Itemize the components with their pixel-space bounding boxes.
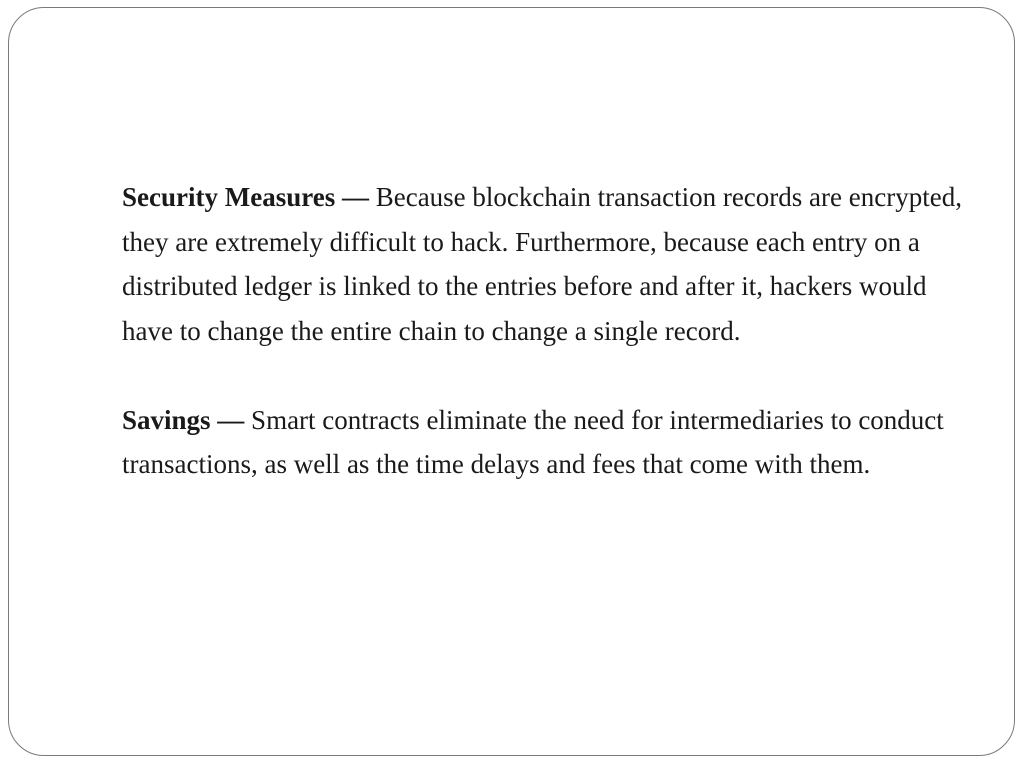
savings-paragraph xyxy=(122,398,962,487)
security-measures-text: Because blockchain transaction records are encrypted, they are extremely difficult to hack. Furthermore, because each entry on a distributed ledger is linked to the entries before and after it, hackers would have to change the entire chain to change a single record. xyxy=(122,182,962,346)
slide-content xyxy=(122,175,962,531)
savings-heading: Savings — xyxy=(122,404,245,435)
security-measures-heading: Security Measures — xyxy=(122,182,369,212)
slide-frame xyxy=(8,7,1015,756)
savings-text: Smart contracts eliminate the need for intermediaries to conduct transactions, as well as the time delays and fees that come with them. xyxy=(122,404,944,479)
security-measures-paragraph xyxy=(122,175,962,353)
